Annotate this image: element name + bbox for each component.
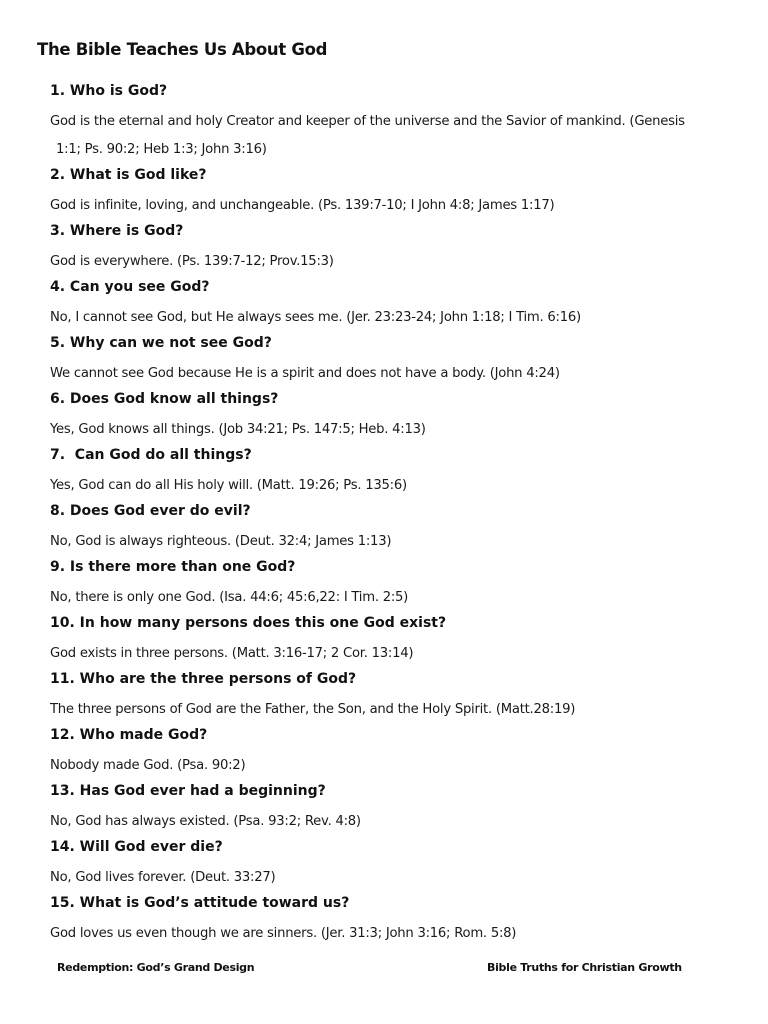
question-7: 7. Can God do all things? [50, 447, 252, 463]
qa-item-5 [50, 332, 730, 388]
question-15: 15. What is God’s attitude toward us? [50, 895, 350, 911]
answer-8: No, God is always righteous. (Deut. 32:4; James 1:13) [50, 534, 392, 549]
question-14: 14. Will God ever die? [50, 839, 223, 855]
question-8: 8. Does God ever do evil? [50, 503, 251, 519]
question-5: 5. Why can we not see God? [50, 335, 272, 351]
answer-11: The three persons of God are the Father, the Son, and the Holy Spirit. (Matt.28:19) [50, 702, 576, 717]
answer-1 [50, 108, 730, 164]
footer-right-text: Bible Truths for Christian Growth [487, 961, 682, 974]
answer-1-line-1: God is the eternal and holy Creator and keeper of the universe and the Savior of mankind. (Genesis [50, 114, 685, 129]
answer-15: God loves us even though we are sinners. (Jer. 31:3; John 3:16; Rom. 5:8) [50, 926, 517, 941]
question-11: 11. Who are the three persons of God? [50, 671, 357, 687]
qa-item-12 [50, 724, 730, 780]
question-3: 3. Where is God? [50, 223, 184, 239]
question-6: 6. Does God know all things? [50, 391, 279, 407]
qa-item-6 [50, 388, 730, 444]
question-10: 10. In how many persons does this one God exist? [50, 615, 447, 631]
answer-7: Yes, God can do all His holy will. (Matt. 19:26; Ps. 135:6) [50, 478, 407, 493]
page-title: The Bible Teaches Us About God [37, 40, 328, 59]
answer-14: No, God lives forever. (Deut. 33:27) [50, 870, 276, 885]
qa-item-10 [50, 612, 730, 668]
qa-item-7 [50, 444, 730, 500]
answer-5: We cannot see God because He is a spirit and does not have a body. (John 4:24) [50, 366, 560, 381]
footer-left-text: Redemption: God’s Grand Design [57, 961, 255, 974]
qa-item-2 [50, 164, 730, 220]
qa-item-1 [50, 80, 730, 164]
question-2: 2. What is God like? [50, 167, 207, 183]
qa-item-9 [50, 556, 730, 612]
answer-1-line-2: 1:1; Ps. 90:2; Heb 1:3; John 3:16) [56, 142, 267, 157]
answer-12: Nobody made God. (Psa. 90:2) [50, 758, 246, 773]
question-13: 13. Has God ever had a beginning? [50, 783, 326, 799]
question-12: 12. Who made God? [50, 727, 208, 743]
answer-10: God exists in three persons. (Matt. 3:16-17; 2 Cor. 13:14) [50, 646, 414, 661]
qa-item-13 [50, 780, 730, 836]
answer-6: Yes, God knows all things. (Job 34:21; Ps. 147:5; Heb. 4:13) [50, 422, 426, 437]
answer-3: God is everywhere. (Ps. 139:7-12; Prov.15:3) [50, 254, 334, 269]
answer-13: No, God has always existed. (Psa. 93:2; Rev. 4:8) [50, 814, 361, 829]
answer-9: No, there is only one God. (Isa. 44:6; 45:6,22: I Tim. 2:5) [50, 590, 409, 605]
qa-item-14 [50, 836, 730, 892]
qa-item-11 [50, 668, 730, 724]
question-9: 9. Is there more than one God? [50, 559, 296, 575]
qa-item-4 [50, 276, 730, 332]
qa-item-15 [50, 892, 730, 948]
question-4: 4. Can you see God? [50, 279, 210, 295]
question-1: 1. Who is God? [50, 83, 168, 99]
qa-item-8 [50, 500, 730, 556]
answer-4: No, I cannot see God, but He always sees me. (Jer. 23:23-24; John 1:18; I Tim. 6:16) [50, 310, 581, 325]
qa-list [50, 80, 730, 948]
answer-2: God is infinite, loving, and unchangeable. (Ps. 139:7-10; I John 4:8; James 1:17) [50, 198, 555, 213]
qa-item-3 [50, 220, 730, 276]
